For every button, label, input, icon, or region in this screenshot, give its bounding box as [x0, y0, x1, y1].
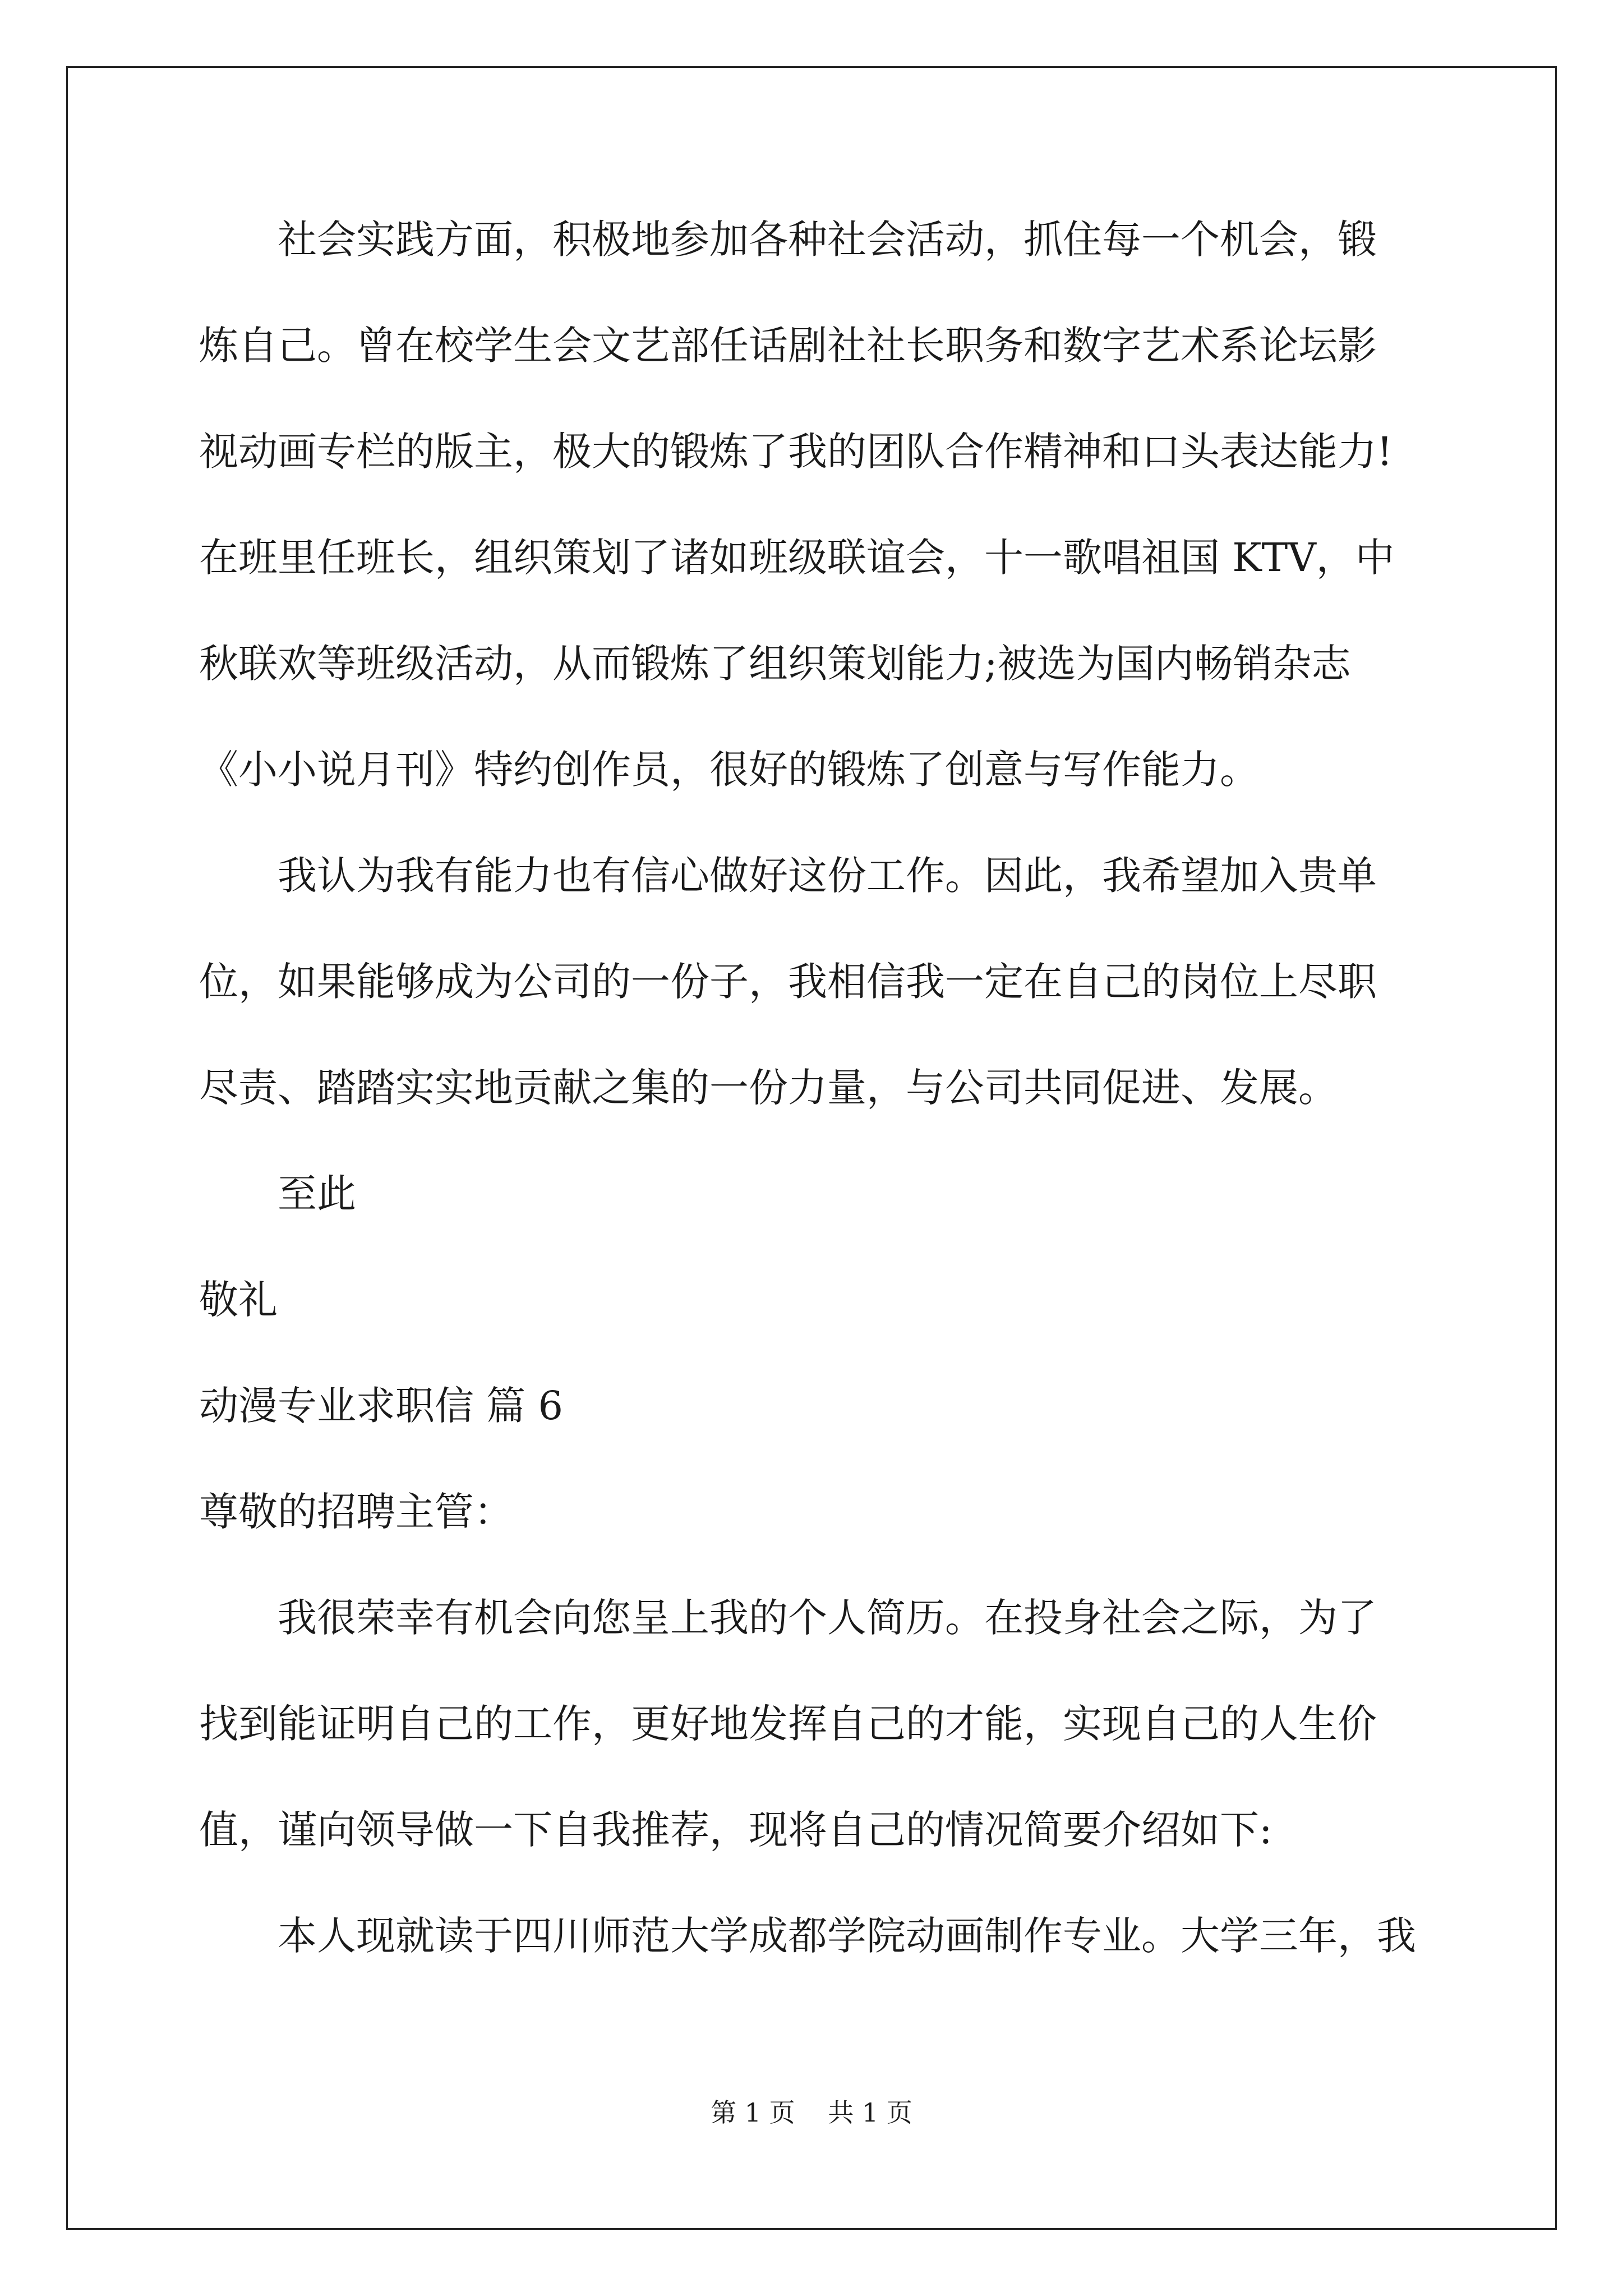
paragraph-line: 我认为我有能力也有信心做好这份工作。因此，我希望加入贵单: [278, 853, 1377, 899]
paragraph-line: 位，如果能够成为公司的一份子，我相信我一定在自己的岗位上尽职: [199, 959, 1377, 1005]
paragraph-line: 我很荣幸有机会向您呈上我的个人简历。在投身社会之际，为了: [278, 1595, 1377, 1641]
paragraph-line: 社会实践方面，积极地参加各种社会活动，抓住每一个机会，锻: [278, 217, 1377, 263]
paragraph-line: 《小小说月刊》特约创作员，很好的锻炼了创意与写作能力。: [199, 747, 1259, 793]
paragraph-line: 秋联欢等班级活动，从而锻炼了组织策划能力;被选为国内畅销杂志: [199, 641, 1351, 687]
paragraph-line: 本人现就读于四川师范大学成都学院动画制作专业。大学三年，我: [278, 1913, 1416, 1959]
page-total: 共 1 页: [828, 2097, 912, 2128]
paragraph-line: 尽责、踏踏实实地贡献之集的一份力量，与公司共同促进、发展。: [199, 1065, 1338, 1111]
paragraph-line: 视动画专栏的版主，极大的锻炼了我的团队合作精神和口头表达能力!: [199, 429, 1393, 475]
section-heading: 动漫专业求职信 篇 6: [199, 1383, 564, 1429]
document-body: [199, 213, 1433, 2016]
paragraph-line: 炼自己。曾在校学生会文艺部任话剧社社长职务和数字艺术系论坛影: [199, 323, 1377, 369]
greeting-line: 尊敬的招聘主管：: [199, 1489, 513, 1535]
closing-line: 至此: [278, 1171, 356, 1217]
paragraph-line: 值，谨向领导做一下自我推荐，现将自己的情况简要介绍如下:: [199, 1807, 1272, 1853]
paragraph-line: 找到能证明自己的工作，更好地发挥自己的才能，实现自己的人生价: [199, 1701, 1377, 1747]
page-number: 第 1 页: [711, 2097, 795, 2128]
salutation-line: 敬礼: [199, 1277, 278, 1323]
page-footer: [0, 2097, 1623, 2128]
paragraph-line: 在班里任班长，组织策划了诸如班级联谊会，十一歌唱祖国 KTV，中: [199, 535, 1395, 581]
